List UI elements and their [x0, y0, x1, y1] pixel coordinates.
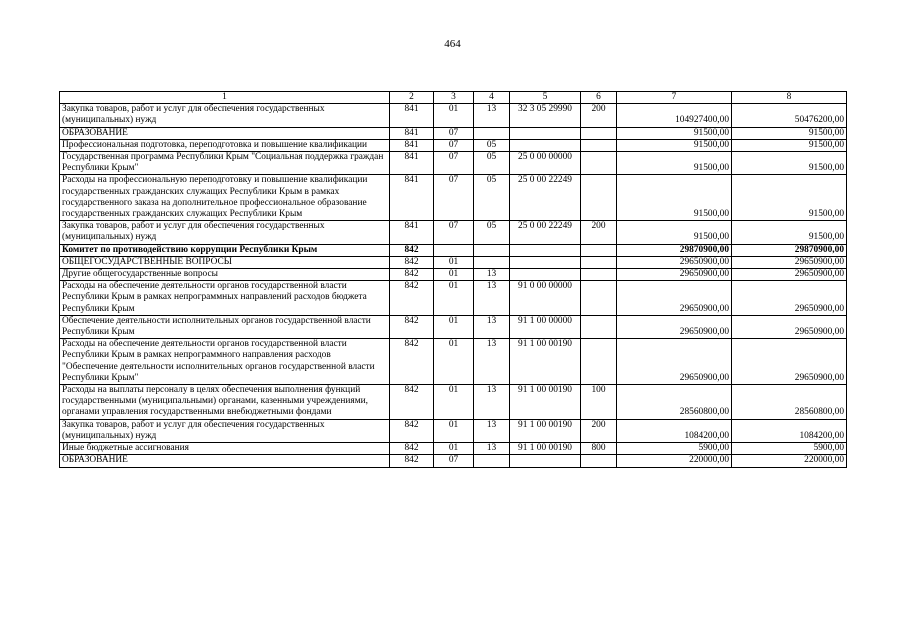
- row-name-cell: ОБРАЗОВАНИЕ: [60, 455, 390, 467]
- row-expense-type-cell: [581, 256, 617, 268]
- row-expense-type-cell: 200: [581, 419, 617, 442]
- row-section-cell: 01: [434, 385, 474, 420]
- row-target-article-cell: 91 1 00 00190: [510, 443, 581, 455]
- row-ministry-code-cell: 842: [390, 269, 434, 281]
- row-ministry-code-cell: 842: [390, 281, 434, 316]
- row-section-cell: 01: [434, 339, 474, 385]
- row-target-article-cell: 25 0 00 22249: [510, 221, 581, 244]
- row-target-article-cell: 91 1 00 00190: [510, 419, 581, 442]
- row-section-cell: 01: [434, 256, 474, 268]
- row-amount-year1-cell: 5900,00: [617, 443, 732, 455]
- row-target-article-cell: [510, 269, 581, 281]
- row-name-cell: Обеспечение деятельности исполнительных органов государственной власти Республики Крым: [60, 315, 390, 338]
- row-ministry-code-cell: 842: [390, 385, 434, 420]
- page-number: 464: [444, 38, 461, 50]
- row-section-cell: 07: [434, 221, 474, 244]
- row-expense-type-cell: [581, 315, 617, 338]
- row-ministry-code-cell: 842: [390, 244, 434, 256]
- row-ministry-code-cell: 841: [390, 104, 434, 127]
- row-name-cell: Расходы на профессиональную переподготовку и повышение квалификации государственных гражданских служащих Республики Крым в рамках государственного заказа на дополнительное профессиональное образование государственных гражданских служащих Республики Крым: [60, 175, 390, 221]
- row-amount-year1-cell: 91500,00: [617, 127, 732, 139]
- row-amount-year1-cell: 29650900,00: [617, 256, 732, 268]
- row-expense-type-cell: 200: [581, 104, 617, 127]
- row-expense-type-cell: [581, 281, 617, 316]
- row-name-cell: Расходы на обеспечение деятельности органов государственной власти Республики Крым в рамках непрограммного направления расходов "Обеспечение деятельности исполнительных органов государственной власти Республики Крым": [60, 339, 390, 385]
- row-expense-type-cell: 800: [581, 443, 617, 455]
- row-amount-year2-cell: 1084200,00: [732, 419, 847, 442]
- row-amount-year1-cell: 220000,00: [617, 455, 732, 467]
- row-amount-year1-cell: 28560800,00: [617, 385, 732, 420]
- row-ministry-code-cell: 841: [390, 152, 434, 175]
- table-row: [60, 256, 847, 268]
- row-section-cell: 07: [434, 139, 474, 151]
- table-row: [60, 104, 847, 127]
- row-subsection-cell: [474, 256, 510, 268]
- table-row: [60, 152, 847, 175]
- row-amount-year1-cell: 1084200,00: [617, 419, 732, 442]
- row-subsection-cell: 05: [474, 139, 510, 151]
- row-amount-year2-cell: 5900,00: [732, 443, 847, 455]
- row-expense-type-cell: [581, 455, 617, 467]
- row-target-article-cell: 25 0 00 22249: [510, 175, 581, 221]
- row-section-cell: 01: [434, 443, 474, 455]
- row-ministry-code-cell: 841: [390, 175, 434, 221]
- row-section-cell: 01: [434, 419, 474, 442]
- row-ministry-code-cell: 841: [390, 127, 434, 139]
- row-amount-year2-cell: 29650900,00: [732, 281, 847, 316]
- row-amount-year2-cell: 91500,00: [732, 221, 847, 244]
- table-row: [60, 221, 847, 244]
- row-section-cell: 07: [434, 127, 474, 139]
- header-cell: 6: [581, 92, 617, 104]
- row-name-cell: Расходы на выплаты персоналу в целях обеспечения выполнения функций государственными (муниципальными) органами, казенными учреждениями, органами управления государственными внебюджетными фондами: [60, 385, 390, 420]
- row-section-cell: 01: [434, 281, 474, 316]
- row-name-cell: Профессиональная подготовка, переподготовка и повышение квалификации: [60, 139, 390, 151]
- row-amount-year1-cell: 29650900,00: [617, 315, 732, 338]
- row-subsection-cell: 05: [474, 152, 510, 175]
- row-ministry-code-cell: 842: [390, 455, 434, 467]
- row-name-cell: Комитет по противодействию коррупции Республики Крым: [60, 244, 390, 256]
- row-subsection-cell: [474, 127, 510, 139]
- row-subsection-cell: 13: [474, 385, 510, 420]
- row-expense-type-cell: [581, 244, 617, 256]
- row-subsection-cell: 13: [474, 104, 510, 127]
- row-amount-year2-cell: 29650900,00: [732, 256, 847, 268]
- row-section-cell: 01: [434, 315, 474, 338]
- row-target-article-cell: 91 1 00 00000: [510, 315, 581, 338]
- row-subsection-cell: 13: [474, 315, 510, 338]
- row-ministry-code-cell: 842: [390, 443, 434, 455]
- table-row: [60, 244, 847, 256]
- row-target-article-cell: 91 1 00 00190: [510, 385, 581, 420]
- row-amount-year2-cell: 91500,00: [732, 175, 847, 221]
- row-expense-type-cell: [581, 152, 617, 175]
- row-subsection-cell: 05: [474, 221, 510, 244]
- table-row: [60, 443, 847, 455]
- row-section-cell: 07: [434, 175, 474, 221]
- row-ministry-code-cell: 842: [390, 256, 434, 268]
- row-target-article-cell: [510, 139, 581, 151]
- table-row: [60, 339, 847, 385]
- header-cell: 7: [617, 92, 732, 104]
- row-expense-type-cell: [581, 269, 617, 281]
- row-name-cell: ОБЩЕГОСУДАРСТВЕННЫЕ ВОПРОСЫ: [60, 256, 390, 268]
- row-subsection-cell: 05: [474, 175, 510, 221]
- header-cell: 4: [474, 92, 510, 104]
- row-section-cell: [434, 244, 474, 256]
- row-ministry-code-cell: 842: [390, 339, 434, 385]
- row-amount-year1-cell: 91500,00: [617, 152, 732, 175]
- header-cell: 1: [60, 92, 390, 104]
- row-amount-year1-cell: 91500,00: [617, 139, 732, 151]
- row-name-cell: Иные бюджетные ассигнования: [60, 443, 390, 455]
- row-subsection-cell: 13: [474, 419, 510, 442]
- row-name-cell: Закупка товаров, работ и услуг для обеспечения государственных (муниципальных) нужд: [60, 104, 390, 127]
- row-section-cell: 07: [434, 455, 474, 467]
- row-amount-year2-cell: 29650900,00: [732, 315, 847, 338]
- row-amount-year1-cell: 29650900,00: [617, 269, 732, 281]
- table-row: [60, 281, 847, 316]
- row-target-article-cell: [510, 244, 581, 256]
- row-name-cell: Другие общегосударственные вопросы: [60, 269, 390, 281]
- row-amount-year2-cell: 91500,00: [732, 152, 847, 175]
- row-expense-type-cell: 200: [581, 221, 617, 244]
- table-row: [60, 269, 847, 281]
- row-amount-year2-cell: 91500,00: [732, 127, 847, 139]
- table-row: [60, 419, 847, 442]
- row-target-article-cell: 91 1 00 00190: [510, 339, 581, 385]
- header-cell: 3: [434, 92, 474, 104]
- row-amount-year1-cell: 29650900,00: [617, 281, 732, 316]
- row-expense-type-cell: [581, 127, 617, 139]
- row-target-article-cell: [510, 256, 581, 268]
- row-name-cell: Государственная программа Республики Крым "Социальная поддержка граждан Республики Крым": [60, 152, 390, 175]
- row-amount-year2-cell: 29870900,00: [732, 244, 847, 256]
- row-subsection-cell: 13: [474, 339, 510, 385]
- budget-table: [59, 91, 847, 468]
- row-expense-type-cell: 100: [581, 385, 617, 420]
- row-expense-type-cell: [581, 139, 617, 151]
- row-expense-type-cell: [581, 175, 617, 221]
- row-target-article-cell: 25 0 00 00000: [510, 152, 581, 175]
- row-ministry-code-cell: 841: [390, 139, 434, 151]
- table-row: [60, 175, 847, 221]
- row-target-article-cell: [510, 455, 581, 467]
- row-section-cell: 01: [434, 104, 474, 127]
- row-expense-type-cell: [581, 339, 617, 385]
- row-target-article-cell: 32 3 05 29990: [510, 104, 581, 127]
- header-cell: 5: [510, 92, 581, 104]
- row-ministry-code-cell: 842: [390, 419, 434, 442]
- row-amount-year1-cell: 91500,00: [617, 221, 732, 244]
- row-amount-year2-cell: 50476200,00: [732, 104, 847, 127]
- row-amount-year1-cell: 91500,00: [617, 175, 732, 221]
- table-row: [60, 385, 847, 420]
- row-subsection-cell: 13: [474, 281, 510, 316]
- row-section-cell: 01: [434, 269, 474, 281]
- row-target-article-cell: [510, 127, 581, 139]
- row-ministry-code-cell: 841: [390, 221, 434, 244]
- row-amount-year2-cell: 220000,00: [732, 455, 847, 467]
- row-section-cell: 07: [434, 152, 474, 175]
- row-subsection-cell: 13: [474, 443, 510, 455]
- table-row: [60, 455, 847, 467]
- table-header-row: [60, 92, 847, 104]
- row-name-cell: ОБРАЗОВАНИЕ: [60, 127, 390, 139]
- row-subsection-cell: [474, 455, 510, 467]
- row-amount-year2-cell: 29650900,00: [732, 339, 847, 385]
- row-target-article-cell: 91 0 00 00000: [510, 281, 581, 316]
- table-row: [60, 315, 847, 338]
- row-subsection-cell: [474, 244, 510, 256]
- row-amount-year1-cell: 29650900,00: [617, 339, 732, 385]
- row-name-cell: Закупка товаров, работ и услуг для обеспечения государственных (муниципальных) нужд: [60, 221, 390, 244]
- row-ministry-code-cell: 842: [390, 315, 434, 338]
- row-amount-year2-cell: 28560800,00: [732, 385, 847, 420]
- row-name-cell: Закупка товаров, работ и услуг для обеспечения государственных (муниципальных) нужд: [60, 419, 390, 442]
- header-cell: 2: [390, 92, 434, 104]
- table-row: [60, 139, 847, 151]
- row-amount-year1-cell: 29870900,00: [617, 244, 732, 256]
- row-amount-year1-cell: 104927400,00: [617, 104, 732, 127]
- header-cell: 8: [732, 92, 847, 104]
- row-amount-year2-cell: 29650900,00: [732, 269, 847, 281]
- row-amount-year2-cell: 91500,00: [732, 139, 847, 151]
- row-subsection-cell: 13: [474, 269, 510, 281]
- table-row: [60, 127, 847, 139]
- row-name-cell: Расходы на обеспечение деятельности органов государственной власти Республики Крым в рамках непрограммных направлений расходов бюджета Республики Крым: [60, 281, 390, 316]
